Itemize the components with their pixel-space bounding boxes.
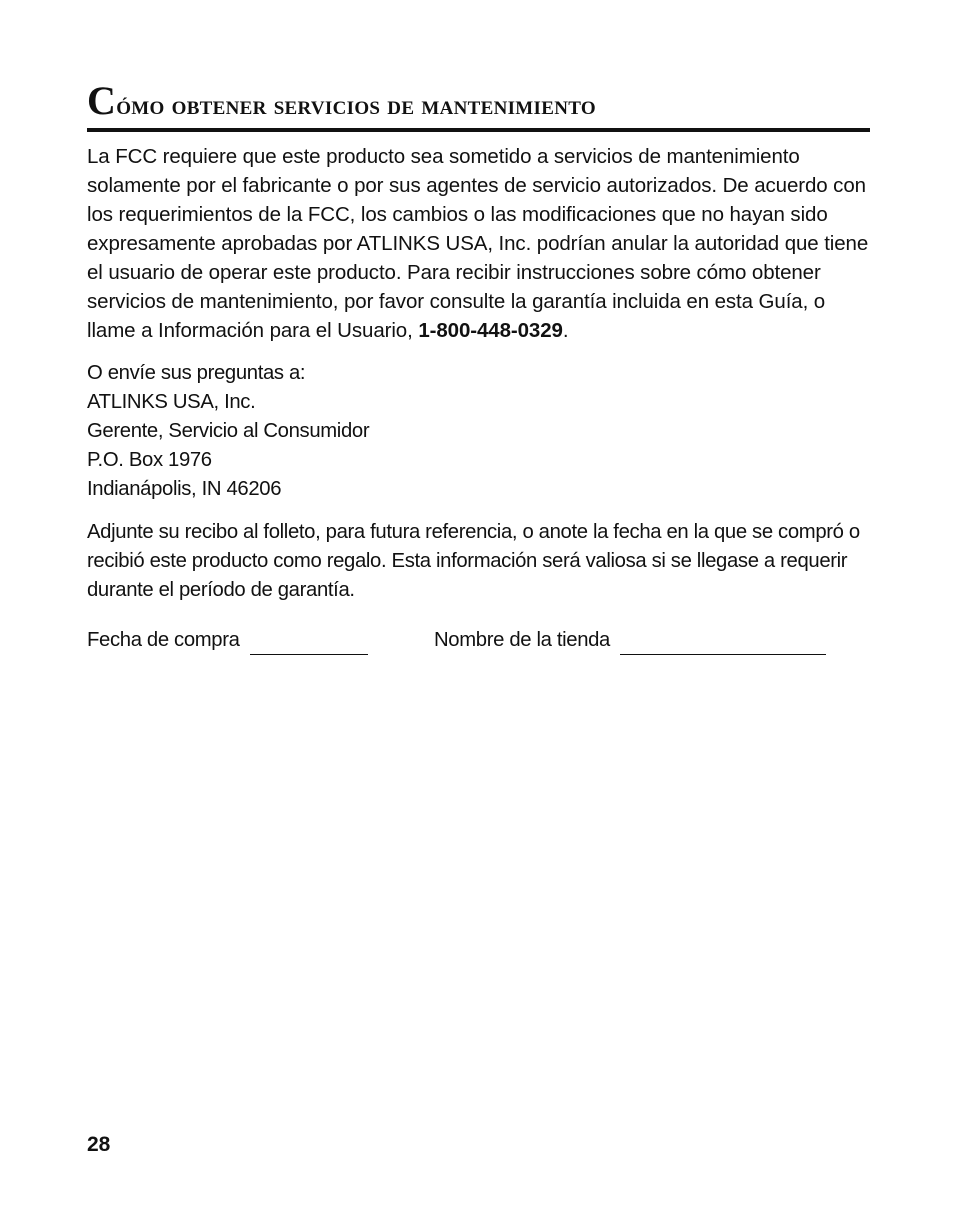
section-heading	[87, 80, 870, 132]
store-name-label: Nombre de la tienda	[434, 629, 610, 651]
consumer-phone-number: 1-800-448-0329	[418, 319, 563, 342]
purchase-date-label: Fecha de compra	[87, 629, 240, 651]
store-name-blank	[620, 632, 826, 655]
address-line-department: Gerente, Servicio al Consumidor	[87, 420, 370, 442]
purchase-date-field	[87, 625, 368, 655]
receipt-paragraph: Adjunte su recibo al folleto, para futura referencia, o anote la fecha en la que se compró o recibió este producto como regalo. Esta información será valiosa si se llegase a requerir durante el período de garantía.	[87, 521, 860, 601]
store-name-field	[434, 625, 826, 655]
address-line-company: ATLINKS USA, Inc.	[87, 391, 256, 413]
address-line-po-box: P.O. Box 1976	[87, 449, 212, 471]
paragraph-end: .	[562, 319, 569, 342]
fcc-service-text: La FCC requiere que este producto sea sometido a servicios de mantenimiento solamente por el fabricante o por sus agentes de servicio autorizados. De acuerdo con los requerimientos de la FCC, los cambios o las modificaciones que no hayan sido expresamente aprobadas por ATLINKS USA, Inc. podrían anular la autoridad que tiene el usuario de operar este producto. Para recibir instrucciones sobre cómo obtener servicios de mantenimiento, por favor consulte la garantía incluida en esta Guía, o llame a Información para el Usuario,	[87, 145, 869, 342]
heading-initial: C	[87, 78, 117, 123]
purchase-record-fields	[87, 625, 870, 655]
address-intro: O envíe sus preguntas a:	[87, 362, 306, 384]
page-content	[87, 80, 870, 655]
page-number: 28	[87, 1133, 111, 1156]
heading-text: ómo obtener servicios de mantenimiento	[116, 90, 596, 120]
fcc-service-paragraph	[87, 142, 870, 345]
mailing-address	[87, 359, 870, 504]
purchase-date-blank	[250, 632, 368, 655]
address-line-city: Indianápolis, IN 46206	[87, 478, 282, 500]
